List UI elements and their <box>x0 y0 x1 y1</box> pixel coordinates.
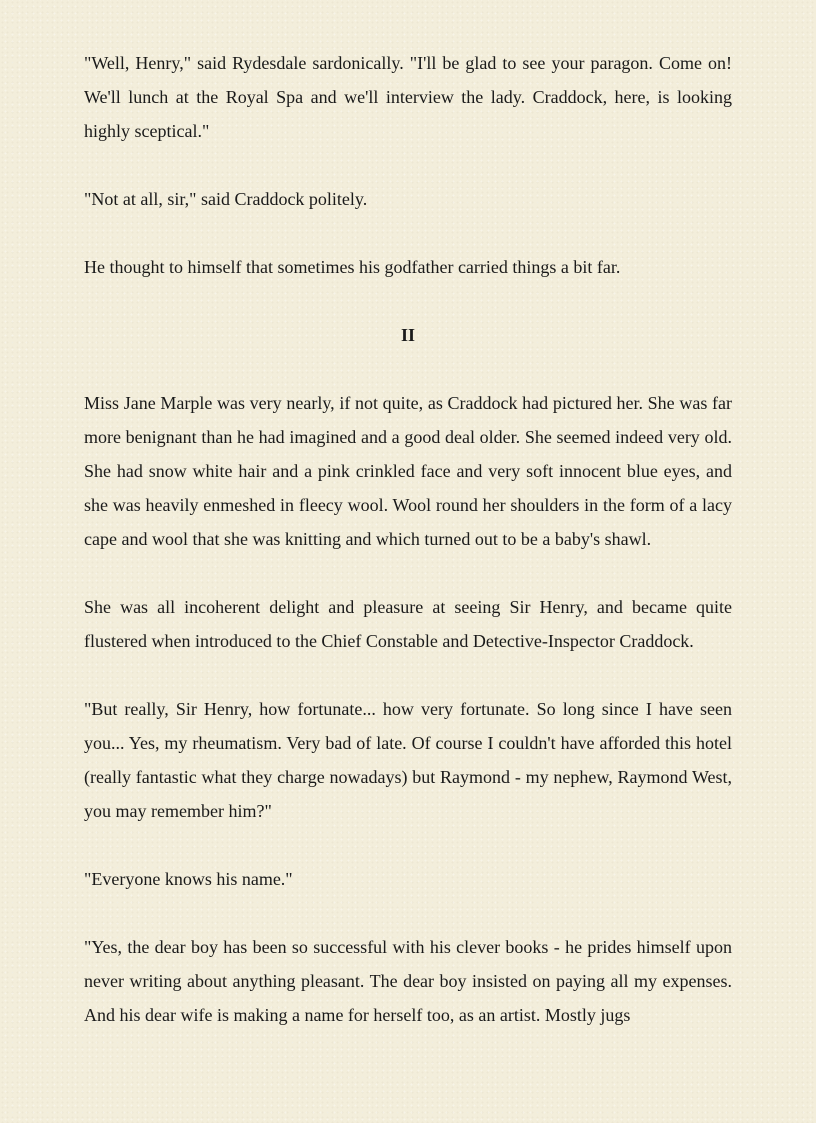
paragraph-everyone-knows: "Everyone knows his name." <box>84 869 293 889</box>
paragraph-craddock-reply: "Not at all, sir," said Craddock politely. <box>84 189 368 209</box>
paragraph-rydesdale-dialogue: "Well, Henry," said Rydesdale sardonically. "I'll be glad to see your paragon. Come on! We'll lunch at the Royal Spa and we'll interview the lady. Craddock, here, is looking highly sceptical." <box>84 53 732 141</box>
section-heading: II <box>400 325 415 345</box>
paragraph-craddock-thought: He thought to himself that sometimes his godfather carried things a bit far. <box>84 257 621 277</box>
paragraph-miss-marple-description: Miss Jane Marple was very nearly, if not quite, as Craddock had pictured her. She was far more benignant than he had imagined and a good deal older. She seemed indeed very old. She had snow white hair and a pink crinkled face and very soft innocent blue eyes, and she was heavily enmeshed in fleecy wool. Wool round her shoulders in the form of a lacy cape and wool that she was knitting and which turned out to be a baby's shawl. <box>84 393 732 549</box>
paragraph-dear-boy: "Yes, the dear boy has been so successful with his clever books - he prides himself upon never writing about anything pleasant. The dear boy insisted on paying all my expenses. And his dear wife is making a name for herself too, as an artist. Mostly jugs <box>84 937 732 1025</box>
paragraph-marple-dialogue: "But really, Sir Henry, how fortunate... how very fortunate. So long since I have seen you... Yes, my rheumatism. Very bad of late. Of course I couldn't have afforded this hotel (really fantastic what they charge nowadays) but Raymond - my nephew, Raymond West, you may remember him?" <box>84 699 732 821</box>
paragraph-marple-greeting: She was all incoherent delight and pleasure at seeing Sir Henry, and became quite flustered when introduced to the Chief Constable and Detective-Inspector Craddock. <box>84 597 732 651</box>
